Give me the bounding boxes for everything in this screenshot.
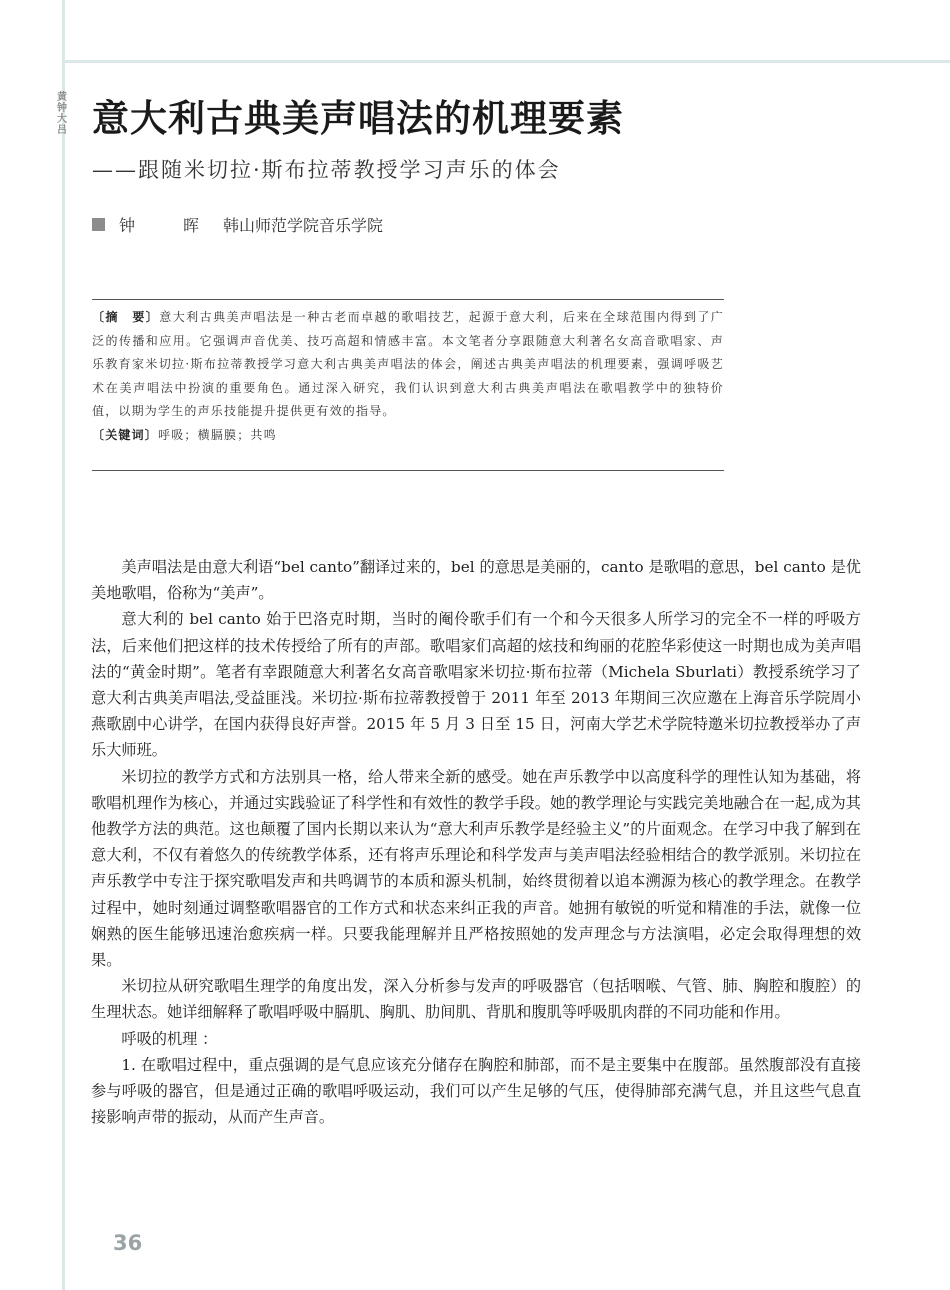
- abstract-bottom-rule: [92, 470, 724, 471]
- abstract-label: 〔摘 要〕: [92, 310, 160, 324]
- left-margin-rule: [62, 0, 65, 1290]
- page-number: 36: [113, 1231, 143, 1255]
- keywords-paragraph: [92, 424, 724, 448]
- top-header-rule: [62, 60, 950, 63]
- author-marker-square: [92, 218, 105, 231]
- body-paragraph: 米切拉的教学方式和方法别具一格，给人带来全新的感受。她在声乐教学中以高度科学的理性认知为基础，将歌唱机理作为核心，并通过实践验证了科学性和有效性的教学手段。她的教学理论与实践完美地融合在一起,成为其他教学方法的典范。这也颠覆了国内长期以来认为“意大利声乐教学是经验主义”的片面观念。在学习中我了解到在意大利，不仅有着悠久的传统教学体系，还有将声乐理论和科学发声与美声唱法经验相结合的教学派别。米切拉在声乐教学中专注于探究歌唱发声和共鸣调节的本质和源头机制，始终贯彻着以追本溯源为核心的教学理念。在教学过程中，她时刻通过调整歌唱器官的工作方式和状态来纠正我的声音。她拥有敏锐的听觉和精准的手法，就像一位娴熟的医生能够迅速治愈疾病一样。只要我能理解并且严格按照她的发声理念与方法演唱，必定会取得理想的效果。: [91, 767, 861, 970]
- keywords-label: 〔关键词〕: [92, 427, 159, 442]
- abstract-paragraph: [92, 306, 724, 424]
- article-body: [91, 554, 861, 1130]
- journal-name: 黄钟大吕: [57, 92, 67, 136]
- body-paragraph: 呼吸的机理 ：: [121, 1029, 218, 1048]
- body-paragraph: 1. 在歌唱过程中，重点强调的是气息应该充分储存在胸腔和肺部，而不是主要集中在腹部。虽然腹部没有直接参与呼吸的器官，但是通过正确的歌唱呼吸运动，我们可以产生足够的气压，使得肺部充满气息，并且这些气息直接影响声带的振动，从而产生声音。: [91, 1055, 861, 1127]
- abstract-text: 意大利古典美声唱法是一种古老而卓越的歌唱技艺，起源于意大利，后来在全球范围内得到了广泛的传播和应用。它强调声音优美、技巧高超和情感丰富。本文笔者分享跟随意大利著名女高音歌唱家、声乐教育家米切拉·斯布拉蒂教授学习意大利古典美声唱法的体会，阐述古典美声唱法的机理要素，强调呼吸艺术在美声唱法中扮演的重要角色。通过深入研究，我们认识到意大利古典美声唱法在歌唱教学中的独特价值，以期为学生的声乐技能提升提供更有效的指导。: [92, 310, 724, 418]
- abstract-block: [92, 306, 724, 447]
- body-paragraph: 美声唱法是由意大利语“bel canto”翻译过来的，bel 的意思是美丽的，canto 是歌唱的意思，bel canto 是优美地歌唱，俗称为“美声”。: [91, 558, 861, 603]
- body-paragraph: 米切拉从研究歌唱生理学的角度出发，深入分析参与发声的呼吸器官（包括咽喉、气管、肺、胸腔和腹腔）的生理状态。她详细解释了歌唱呼吸中膈肌、胸肌、肋间肌、背肌和腹肌等呼吸肌肉群的不同功能和作用。: [91, 977, 861, 1022]
- author-line: [92, 213, 383, 236]
- keywords-text: 呼吸；横膈膜；共鸣: [158, 427, 277, 442]
- abstract-top-rule: [92, 299, 724, 300]
- author-affiliation: 韩山师范学院音乐学院: [223, 216, 384, 235]
- article-title: 意大利古典美声唱法的机理要素: [92, 96, 624, 140]
- article-subtitle: ——跟随米切拉·斯布拉蒂教授学习声乐的体会: [92, 158, 561, 182]
- body-paragraph: 意大利的 bel canto 始于巴洛克时期，当时的阉伶歌手们有一个和今天很多人所学习的完全不一样的呼吸方法，后来他们把这样的技术传授给了所有的声部。歌唱家们高超的炫技和绚丽的花腔华彩使这一时期也成为美声唱法的“黄金时期”。笔者有幸跟随意大利著名女高音歌唱家米切拉·斯布拉蒂（Michela Sburlati）教授系统学习了意大利古典美声唱法,受益匪浅。米切拉·斯布拉蒂教授曾于 2011 年至 2013 年期间三次应邀在上海音乐学院周小燕歌剧中心讲学，在国内获得良好声誉。2015 年 5 月 3 日至 15 日，河南大学艺术学院特邀米切拉教授举办了声乐大师班。: [91, 610, 861, 760]
- author-name: 钟 晖: [119, 216, 216, 235]
